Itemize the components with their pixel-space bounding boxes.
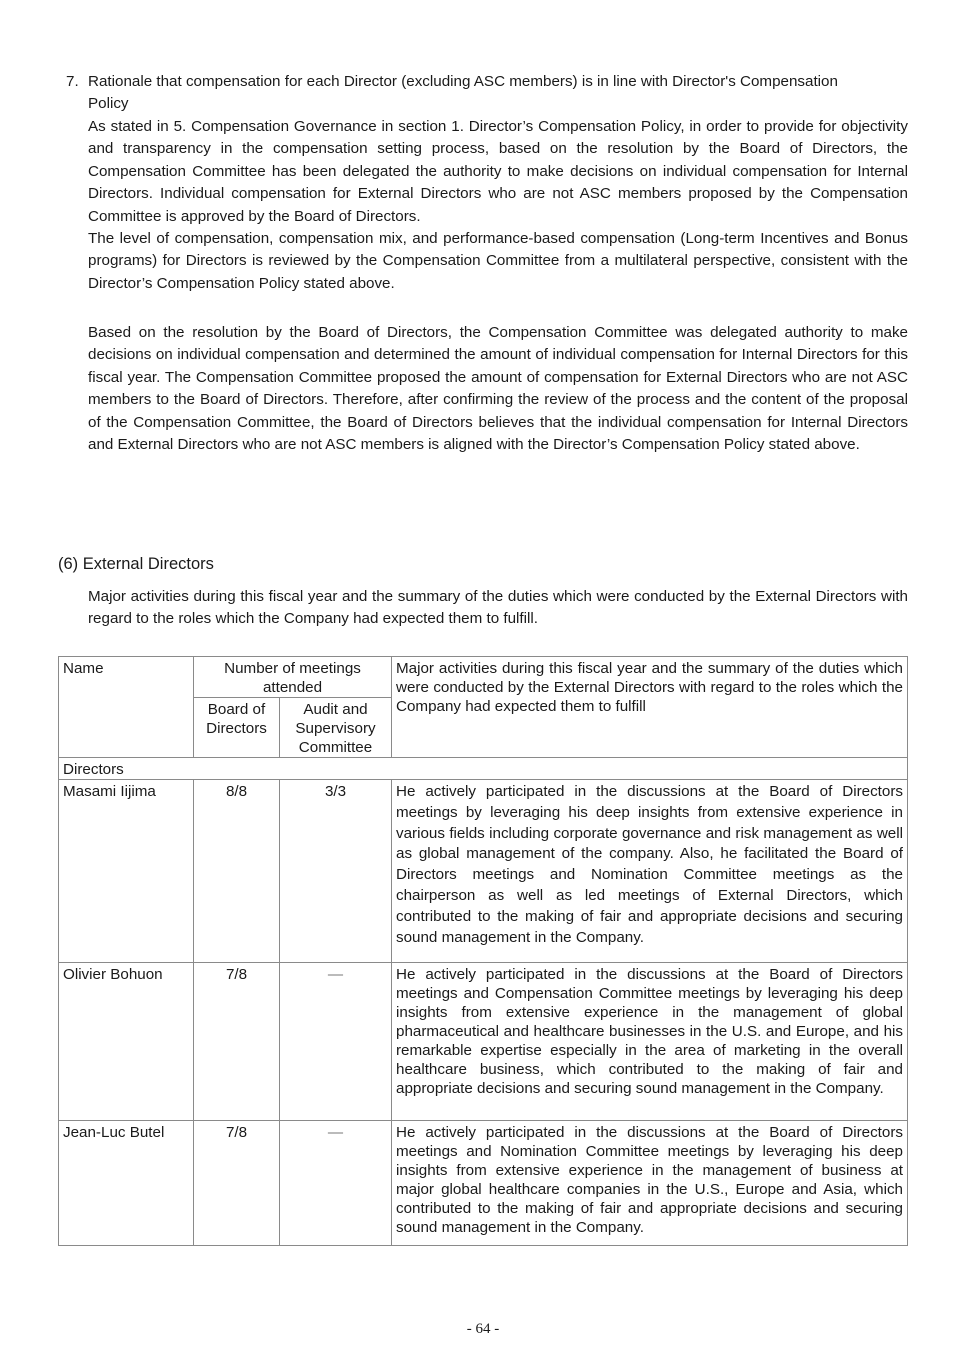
group-label-directors: Directors: [59, 758, 908, 780]
header-asc: Audit and Supervisory Committee: [280, 698, 392, 758]
header-board: Board of Directors: [194, 698, 280, 758]
asc-attendance: —: [280, 963, 392, 1121]
director-activities: He actively participated in the discussions at the Board of Directors meetings by leveraging his deep insights from extensive experience in various fields including corporate governance and risk management as well as global management of the company. Also, he facilitated the Board of Directors meetings and Nomination Committee meetings as the chairperson as well as led meetings of External Directors, which contributed to the making of fair and appropriate decisions and securing sound management in the Company.: [392, 780, 908, 963]
paragraph-1: As stated in 5. Compensation Governance in section 1. Director’s Compensation Policy, in order to provide for objectivity and transparency in the compensation setting process, based on the resolution by the Board of Directors, the Compensation Committee has been delegated the authority to make decisions on individual compensation for Internal Directors. Individual compensation for External Directors who are not ASC members proposed by the Compensation Committee is approved by the Board of Directors.: [88, 118, 908, 225]
director-name: Masami Iijima: [59, 780, 194, 963]
director-name: Jean-Luc Butel: [59, 1121, 194, 1246]
item-number: 7.: [66, 73, 79, 90]
item-title-line1: Rationale that compensation for each Director (excluding ASC members) is in line with Director's Compensation: [88, 73, 838, 90]
table-header-row: [59, 657, 908, 698]
director-activities: He actively participated in the discussions at the Board of Directors meetings and Compensation Committee meetings by leveraging his deep insights from extensive experience in the management of global pharmaceutical and healthcare businesses in the U.S. and Europe, and his remarkable expertise especially in the area of marketing in the overall healthcare business, which contributed to the making of fair and appropriate decisions and securing sound management in the Company.: [392, 963, 908, 1121]
table-row: [59, 780, 908, 963]
table-row: [59, 1121, 908, 1246]
board-attendance: 7/8: [194, 1121, 280, 1246]
header-name: Name: [59, 657, 194, 758]
board-attendance: 8/8: [194, 780, 280, 963]
header-meetings: Number of meetings attended: [194, 657, 392, 698]
asc-attendance: 3/3: [280, 780, 392, 963]
director-activities: He actively participated in the discussions at the Board of Directors meetings and Nomination Committee meetings by leveraging his deep insights from extensive experience in the management of business at major global healthcare companies in the U.S., Europe and Asia, which contributed to the making of fair and appropriate decisions and securing sound management in the Company.: [392, 1121, 908, 1246]
table-row: [59, 963, 908, 1121]
page-number: - 64 -: [466, 1321, 500, 1337]
table-group-row: [59, 758, 908, 780]
section-intro: Major activities during this fiscal year and the summary of the duties which were conducted by the External Directors with regard to the roles which the Company had expected them to fulfill.: [88, 588, 908, 628]
paragraph-2: The level of compensation, compensation mix, and performance-based compensation (Long-term Incentives and Bonus programs) for Directors is reviewed by the Compensation Committee from a multilateral perspective, consistent with the Director’s Compensation Policy stated above.: [88, 230, 908, 292]
item-title-line2: Policy: [88, 95, 129, 113]
header-activities: Major activities during this fiscal year and the summary of the duties which were conducted by the External Directors with regard to the roles which the Company had expected them to fulfill: [392, 657, 908, 758]
section-title: (6) External Directors: [58, 555, 214, 573]
item-7-conclusion: [88, 322, 908, 456]
board-attendance: 7/8: [194, 963, 280, 1121]
item-7-heading: [66, 71, 908, 116]
external-directors-table: [58, 656, 908, 1246]
item-7-body: [88, 116, 908, 295]
asc-attendance: —: [280, 1121, 392, 1246]
director-name: Olivier Bohuon: [59, 963, 194, 1121]
paragraph-3: Based on the resolution by the Board of Directors, the Compensation Committee was delegated authority to make decisions on individual compensation and determined the amount of individual compensation for Internal Directors for this fiscal year. The Compensation Committee proposed the amount of compensation for External Directors who are not ASC members to the Board of Directors. Therefore, after confirming the review of the process and the content of the proposal of the Compensation Committee, the Board of Directors believes that the individual compensation for Internal Directors and External Directors who are not ASC members is aligned with the Director’s Compensation Policy stated above.: [88, 324, 908, 454]
